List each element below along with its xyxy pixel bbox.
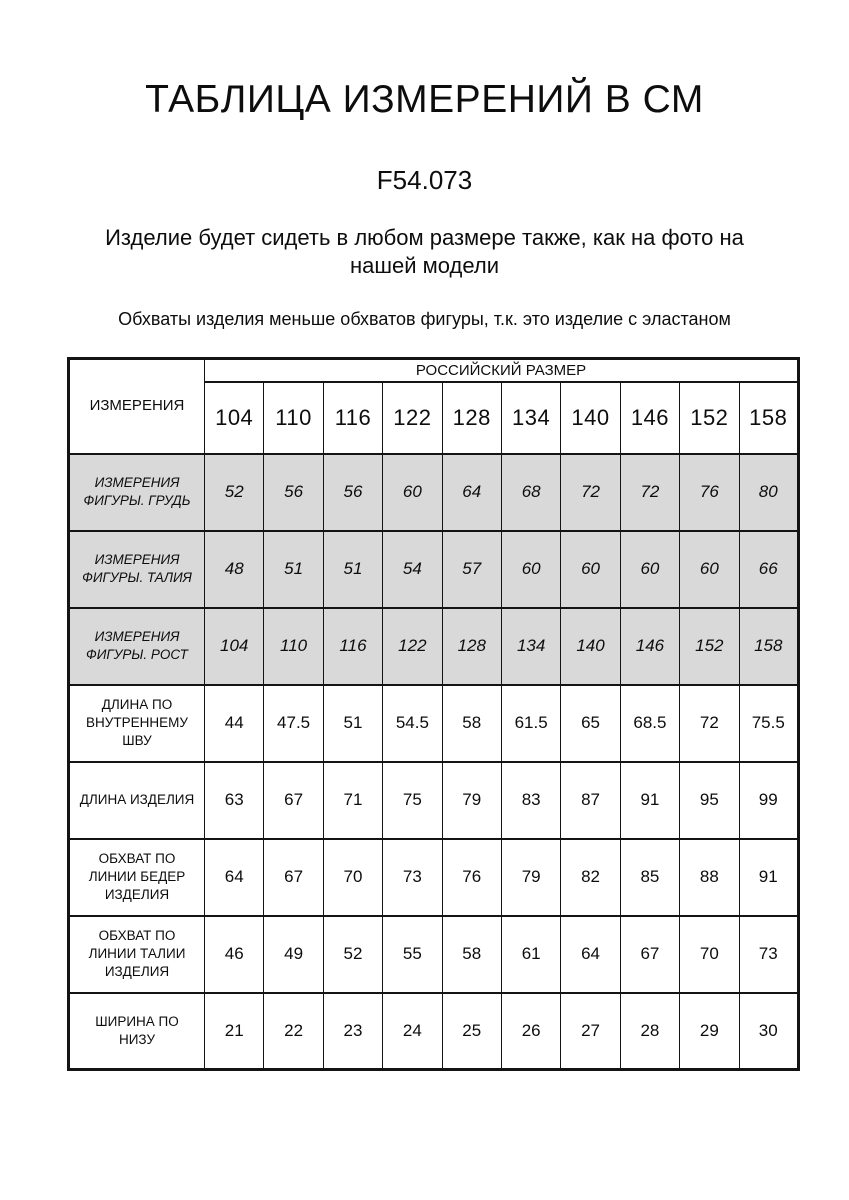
value-cell-r5-c1: 67	[264, 839, 323, 916]
value-cell-r4-c5: 83	[501, 762, 560, 839]
size-header-cell-116: 116	[323, 382, 382, 454]
value-cell-r0-c6: 72	[561, 454, 620, 531]
size-header-cell-146: 146	[620, 382, 679, 454]
article-code: F54.073	[376, 164, 473, 195]
value-cell-r4-c9: 99	[739, 762, 798, 839]
value-cell-r3-c3: 54.5	[383, 685, 442, 762]
size-header-cell-152: 152	[680, 382, 739, 454]
value-cell-r6-c1: 49	[264, 916, 323, 993]
value-cell-r6-c7: 67	[620, 916, 679, 993]
value-cell-r3-c1: 47.5	[264, 685, 323, 762]
value-cell-r3-c5: 61.5	[501, 685, 560, 762]
value-cell-r6-c6: 64	[561, 916, 620, 993]
value-cell-r0-c4: 64	[442, 454, 501, 531]
size-header-cell-110: 110	[264, 382, 323, 454]
value-cell-r5-c6: 82	[561, 839, 620, 916]
value-cell-r7-c3: 24	[383, 993, 442, 1070]
value-cell-r5-c7: 85	[620, 839, 679, 916]
value-cell-r1-c6: 60	[561, 531, 620, 608]
value-cell-r6-c9: 73	[739, 916, 798, 993]
page-title: ТАБЛИЦА ИЗМЕРЕНИЙ В СМ	[145, 78, 704, 121]
measurements-table-body	[69, 358, 799, 1070]
value-cell-r5-c4: 76	[442, 839, 501, 916]
value-cell-r7-c0: 21	[205, 993, 264, 1070]
size-header-cell-158: 158	[739, 382, 798, 454]
measurements-corner-cell: ИЗМЕРЕНИЯ	[69, 358, 205, 454]
size-header-cell-104: 104	[205, 382, 264, 454]
value-cell-r0-c9: 80	[739, 454, 798, 531]
value-cell-r5-c9: 91	[739, 839, 798, 916]
size-header-cell-128: 128	[442, 382, 501, 454]
value-cell-r5-c2: 70	[323, 839, 382, 916]
table-row-0	[69, 454, 799, 531]
value-cell-r1-c0: 48	[205, 531, 264, 608]
value-cell-r4-c4: 79	[442, 762, 501, 839]
value-cell-r7-c1: 22	[264, 993, 323, 1070]
value-cell-r1-c5: 60	[501, 531, 560, 608]
value-cell-r7-c9: 30	[739, 993, 798, 1070]
row-label-cell: ИЗМЕРЕНИЯ ФИГУРЫ. РОСТ	[69, 608, 205, 685]
value-cell-r0-c7: 72	[620, 454, 679, 531]
russian-size-group-cell: РОССИЙСКИЙ РАЗМЕР	[205, 358, 799, 382]
value-cell-r7-c6: 27	[561, 993, 620, 1070]
value-cell-r6-c4: 58	[442, 916, 501, 993]
value-cell-r2-c2: 116	[323, 608, 382, 685]
value-cell-r3-c8: 72	[680, 685, 739, 762]
table-row-6	[69, 916, 799, 993]
value-cell-r0-c8: 76	[680, 454, 739, 531]
value-cell-r4-c7: 91	[620, 762, 679, 839]
value-cell-r2-c4: 128	[442, 608, 501, 685]
size-header-cell-140: 140	[561, 382, 620, 454]
fit-note-text: Изделие будет сидеть в любом размере также, как на фото на нашей модели	[105, 224, 744, 279]
table-row-2	[69, 608, 799, 685]
value-cell-r6-c0: 46	[205, 916, 264, 993]
value-cell-r5-c3: 73	[383, 839, 442, 916]
row-label-cell: ДЛИНА ПО ВНУТРЕННЕМУ ШВУ	[69, 685, 205, 762]
value-cell-r3-c7: 68.5	[620, 685, 679, 762]
value-cell-r2-c5: 134	[501, 608, 560, 685]
value-cell-r3-c2: 51	[323, 685, 382, 762]
value-cell-r2-c1: 110	[264, 608, 323, 685]
value-cell-r7-c8: 29	[680, 993, 739, 1070]
value-cell-r3-c0: 44	[205, 685, 264, 762]
value-cell-r2-c3: 122	[383, 608, 442, 685]
value-cell-r1-c3: 54	[383, 531, 442, 608]
size-header-cell-134: 134	[501, 382, 560, 454]
value-cell-r6-c8: 70	[680, 916, 739, 993]
value-cell-r5-c5: 79	[501, 839, 560, 916]
size-header-cell-122: 122	[383, 382, 442, 454]
value-cell-r1-c1: 51	[264, 531, 323, 608]
value-cell-r4-c0: 63	[205, 762, 264, 839]
row-label-cell: ДЛИНА ИЗДЕЛИЯ	[69, 762, 205, 839]
value-cell-r0-c2: 56	[323, 454, 382, 531]
value-cell-r5-c0: 64	[205, 839, 264, 916]
value-cell-r0-c3: 60	[383, 454, 442, 531]
value-cell-r7-c2: 23	[323, 993, 382, 1070]
row-label-cell: ОБХВАТ ПО ЛИНИИ ТАЛИИ ИЗДЕЛИЯ	[69, 916, 205, 993]
value-cell-r0-c5: 68	[501, 454, 560, 531]
value-cell-r1-c8: 60	[680, 531, 739, 608]
value-cell-r6-c5: 61	[501, 916, 560, 993]
row-label-cell: ИЗМЕРЕНИЯ ФИГУРЫ. ТАЛИЯ	[69, 531, 205, 608]
value-cell-r2-c7: 146	[620, 608, 679, 685]
value-cell-r0-c0: 52	[205, 454, 264, 531]
measurements-table	[67, 357, 800, 1072]
value-cell-r2-c9: 158	[739, 608, 798, 685]
table-row-3	[69, 685, 799, 762]
value-cell-r3-c4: 58	[442, 685, 501, 762]
value-cell-r7-c7: 28	[620, 993, 679, 1070]
table-row-5	[69, 839, 799, 916]
value-cell-r2-c6: 140	[561, 608, 620, 685]
value-cell-r1-c2: 51	[323, 531, 382, 608]
value-cell-r3-c9: 75.5	[739, 685, 798, 762]
value-cell-r7-c4: 25	[442, 993, 501, 1070]
value-cell-r1-c7: 60	[620, 531, 679, 608]
value-cell-r6-c3: 55	[383, 916, 442, 993]
table-row-1	[69, 531, 799, 608]
value-cell-r3-c6: 65	[561, 685, 620, 762]
value-cell-r1-c9: 66	[739, 531, 798, 608]
table-row-4	[69, 762, 799, 839]
row-label-cell: ШИРИНА ПО НИЗУ	[69, 993, 205, 1070]
row-label-cell: ОБХВАТ ПО ЛИНИИ БЕДЕР ИЗДЕЛИЯ	[69, 839, 205, 916]
value-cell-r2-c8: 152	[680, 608, 739, 685]
table-row-7	[69, 993, 799, 1070]
row-label-cell: ИЗМЕРЕНИЯ ФИГУРЫ. ГРУДЬ	[69, 454, 205, 531]
header-group-row	[69, 358, 799, 382]
value-cell-r7-c5: 26	[501, 993, 560, 1070]
value-cell-r4-c1: 67	[264, 762, 323, 839]
value-cell-r2-c0: 104	[205, 608, 264, 685]
value-cell-r4-c2: 71	[323, 762, 382, 839]
value-cell-r6-c2: 52	[323, 916, 382, 993]
value-cell-r4-c8: 95	[680, 762, 739, 839]
value-cell-r0-c1: 56	[264, 454, 323, 531]
value-cell-r5-c8: 88	[680, 839, 739, 916]
value-cell-r4-c6: 87	[561, 762, 620, 839]
elastane-note-text: Обхваты изделия меньше обхватов фигуры, т.к. это изделие с эластаном	[118, 309, 731, 330]
value-cell-r1-c4: 57	[442, 531, 501, 608]
value-cell-r4-c3: 75	[383, 762, 442, 839]
